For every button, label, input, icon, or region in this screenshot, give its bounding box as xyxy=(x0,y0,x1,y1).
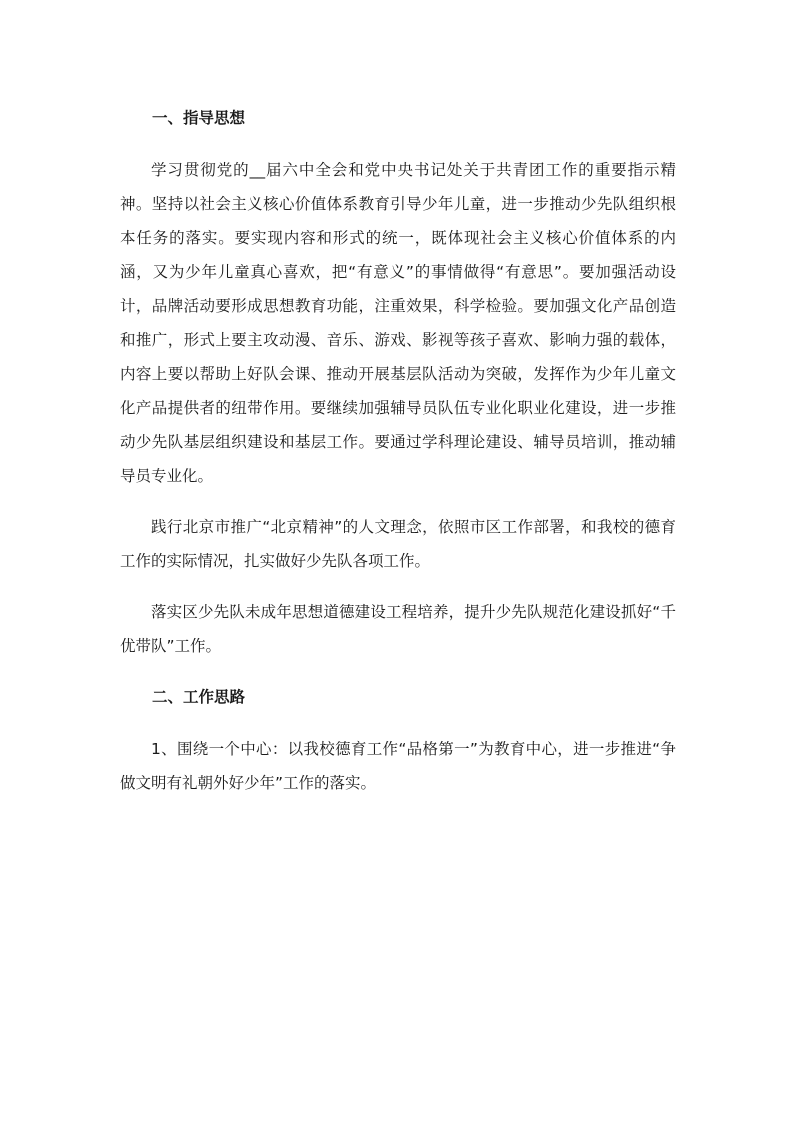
paragraph-guiding-ideology-main: 学习贯彻党的__届六中全会和党中央书记处关于共青团工作的重要指示精神。坚持以社会主义核心价值体系教育引导少年儿童，进一步推动少先队组织根本任务的落实。要实现内容和形式的统一，既体现社会主义核心价值体系的内涵，又为少年儿童真心喜欢，把“有意义”的事情做得“有意思”。要加强活动设计，品牌活动要形成思想教育功能，注重效果，科学检验。要加强文化产品创造和推广，形式上要主攻动漫、音乐、游戏、影视等孩子喜欢、影响力强的载体，内容上要以帮助上好队会课、推动开展基层队活动为突破，发挥作为少年儿童文化产品提供者的纽带作用。要继续加强辅导员队伍专业化职业化建设，进一步推动少先队基层组织建设和基层工作。要通过学科理论建设、辅导员培训，推动辅导员专业化。 xyxy=(120,161,676,485)
section-heading-guiding-ideology: 一、指导思想 xyxy=(152,109,246,127)
paragraph-one-center: 1、围绕一个中心：以我校德育工作“品格第一”为教育中心，进一步推进“争做文明有礼朝外好少年”工作的落实。 xyxy=(120,740,676,792)
document-page xyxy=(120,100,676,800)
paragraph-implementation: 落实区少先队未成年思想道德建设工程培养，提升少先队规范化建设抓好“千优带队”工作。 xyxy=(120,603,676,655)
paragraph-beijing-spirit: 践行北京市推广“北京精神”的人文理念，依照市区工作部署，和我校的德育工作的实际情况，扎实做好少先队各项工作。 xyxy=(120,518,676,570)
section-heading-work-approach: 二、工作思路 xyxy=(152,688,246,706)
